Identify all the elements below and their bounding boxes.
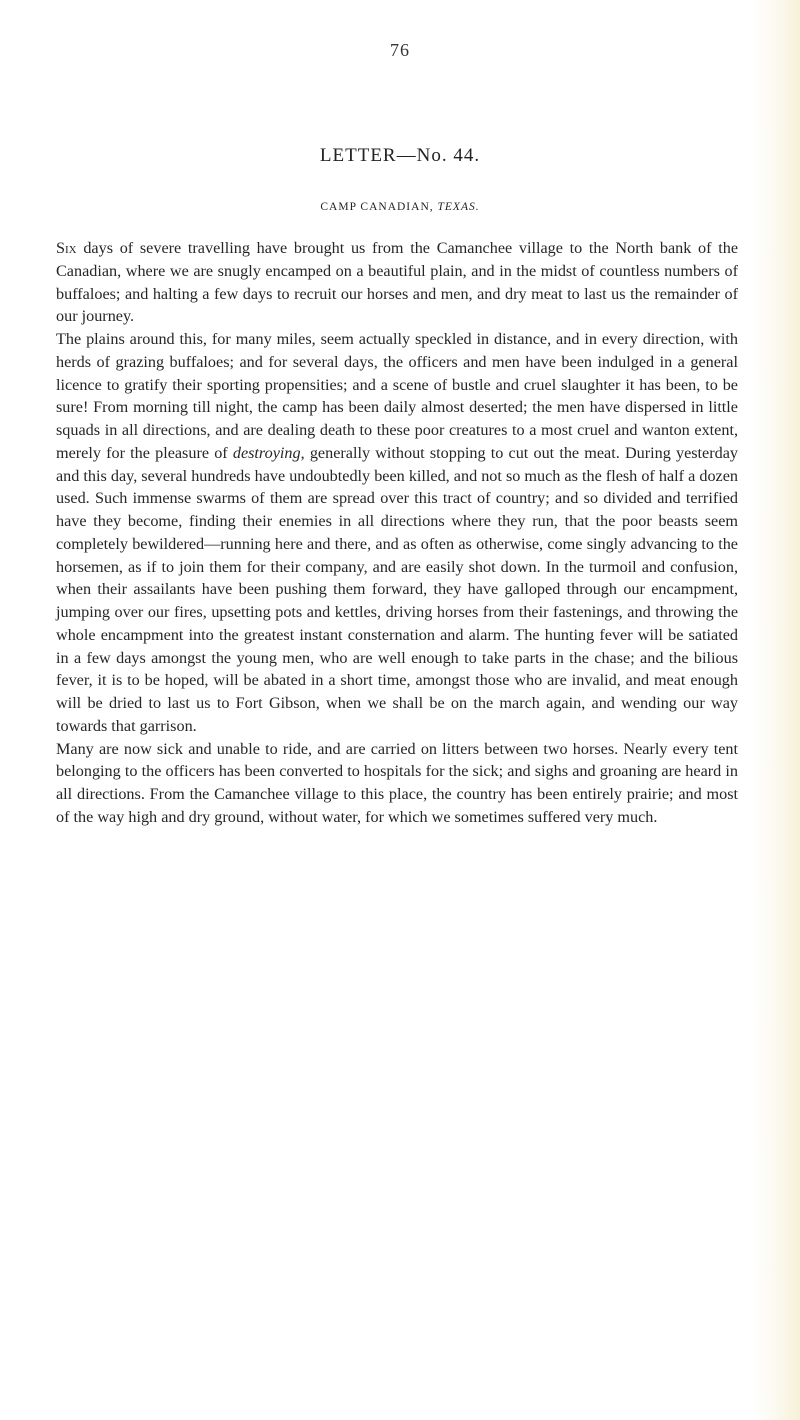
paragraph-3 [56, 738, 738, 829]
paragraph-2 [56, 328, 738, 738]
location-region: TEXAS. [437, 201, 480, 213]
letter-body [56, 237, 738, 829]
letter-heading: LETTER—No. 44. [319, 145, 481, 166]
paragraph-1-lead-word: Six [56, 239, 77, 257]
paragraph-2-emphasis: destroying [232, 443, 301, 462]
paragraph-3-text: Many are now sick and unable to ride, and are carried on litters between two horses. Nearly every tent belonging to the officers has been converted to hospitals for the sick; and sighs and groaning are heard in all directions. From the Camanchee village to this place, the country has been entirely prairie; and most of the way high and dry ground, without water, for which we sometimes suffered very much. [56, 739, 738, 826]
location-place: CAMP CANADIAN, [320, 201, 434, 213]
paragraph-2-text-before: The plains around this, for many miles, seem actually speckled in distance, and in every direction, with herds of grazing buffaloes; and for several days, the officers and men have been indulged in a general licence to gratify their sporting propensities; and a scene of bustle and cruel slaughter it has been, to be sure! From morning till night, the camp has been daily almost deserted; the men have dispersed in little squads in all directions, and are dealing death to these poor creatures to a most cruel and wanton extent, merely for the pleasure of [56, 330, 738, 462]
letter-location [0, 201, 800, 213]
paragraph-1 [56, 237, 738, 328]
page-number: 76 [390, 40, 410, 60]
paragraph-1-text: days of severe travelling have brought us from the Camanchee village to the North bank of the Canadian, where we are snugly encamped on a beautiful plain, and in the midst of countless numbers of buffaloes; and halting a few days to recruit our horses and men, and dry meat to last us the remainder of our journey. [56, 239, 738, 326]
paragraph-2-text-after: , generally without stopping to cut out the meat. During yesterday and this day, several hundreds have undoubtedly been killed, and not so much as the flesh of half a dozen used. Such immense swarms of them are spread over this tract of country; and so divided and terrified have they become, finding their enemies in all directions where they run, that the poor beasts seem completely bewildered—running here and there, and as often as otherwise, come singly advancing to the horsemen, as if to join them for their company, and are easily shot down. In the turmoil and confusion, when their assailants have been pushing them forward, they have galloped through our encampment, jumping over our fires, upsetting pots and kettles, driving horses from their fastenings, and throwing the whole encampment into the greatest instant consternation and alarm. The hunting fever will be satiated in a few days amongst the young men, who are well enough to take parts in the chase; and the bilious fever, it is to be hoped, will be abated in a short time, amongst those who are invalid, and meat enough will be dried to last us to Fort Gibson, when we shall be on the march again, and wending our way towards that garrison. [56, 443, 738, 735]
